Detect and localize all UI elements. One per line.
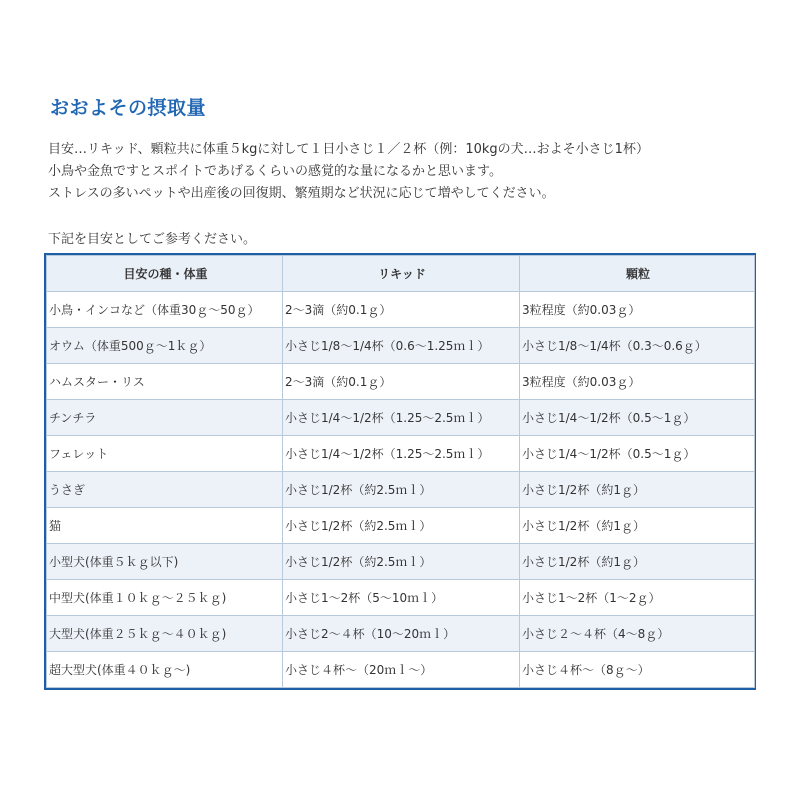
table-row <box>47 292 755 328</box>
intro-line: 目安…リキッド、顆粒共に体重５kgに対して１日小さじ１／２杯（例：10kgの犬…およそ小さじ1杯） <box>48 142 649 157</box>
cell-liquid: 小さじ1/2杯（約2.5ｍｌ） <box>283 472 520 508</box>
cell-granule: 小さじ２～４杯（4～8ｇ） <box>520 616 755 652</box>
table-row <box>47 364 755 400</box>
cell-species: 中型犬(体重１０ｋｇ～２５ｋｇ) <box>47 580 283 616</box>
cell-liquid: 小さじ2～４杯（10～20ｍｌ） <box>283 616 520 652</box>
column-header-species: 目安の種・体重 <box>47 256 283 292</box>
table-row <box>47 580 755 616</box>
cell-granule: 小さじ1/4～1/2杯（0.5～1ｇ） <box>520 436 755 472</box>
cell-granule: 小さじ1/4～1/2杯（0.5～1ｇ） <box>520 400 755 436</box>
cell-liquid: 2～3滴（約0.1ｇ） <box>283 364 520 400</box>
cell-liquid: 小さじ４杯～（20ｍｌ～） <box>283 652 520 688</box>
table-row <box>47 400 755 436</box>
table-note: 下記を目安としてご参考ください。 <box>48 232 257 247</box>
table-row <box>47 436 755 472</box>
table-header-row <box>47 256 755 292</box>
table-row <box>47 328 755 364</box>
cell-species: 猫 <box>47 508 283 544</box>
intro-text <box>48 139 778 205</box>
table-row <box>47 544 755 580</box>
cell-granule: 小さじ1/2杯（約1ｇ） <box>520 472 755 508</box>
table-row <box>47 616 755 652</box>
cell-liquid: 2～3滴（約0.1ｇ） <box>283 292 520 328</box>
cell-granule: 3粒程度（約0.03ｇ） <box>520 292 755 328</box>
cell-species: 小鳥・インコなど（体重30ｇ～50ｇ） <box>47 292 283 328</box>
cell-liquid: 小さじ1/4～1/2杯（1.25～2.5ｍｌ） <box>283 400 520 436</box>
table-row <box>47 508 755 544</box>
cell-liquid: 小さじ1/8～1/4杯（0.6～1.25ｍｌ） <box>283 328 520 364</box>
intro-line: 小鳥や金魚ですとスポイトであげるくらいの感覚的な量になるかと思います。 <box>48 164 502 179</box>
column-header-granule: 顆粒 <box>520 256 755 292</box>
cell-granule: 3粒程度（約0.03ｇ） <box>520 364 755 400</box>
cell-species: ハムスター・リス <box>47 364 283 400</box>
cell-liquid: 小さじ1/2杯（約2.5ｍｌ） <box>283 544 520 580</box>
cell-granule: 小さじ４杯～（8ｇ～） <box>520 652 755 688</box>
cell-granule: 小さじ1～2杯（1～2ｇ） <box>520 580 755 616</box>
cell-granule: 小さじ1/2杯（約1ｇ） <box>520 544 755 580</box>
cell-species: オウム（体重500ｇ～1ｋｇ） <box>47 328 283 364</box>
dosage-table <box>44 253 756 690</box>
cell-liquid: 小さじ1/2杯（約2.5ｍｌ） <box>283 508 520 544</box>
table-row <box>47 652 755 688</box>
intro-line: ストレスの多いペットや出産後の回復期、繁殖期など状況に応じて増やしてください。 <box>48 186 555 201</box>
cell-species: うさぎ <box>47 472 283 508</box>
cell-granule: 小さじ1/8～1/4杯（0.3～0.6ｇ） <box>520 328 755 364</box>
cell-liquid: 小さじ1～2杯（5～10ｍｌ） <box>283 580 520 616</box>
cell-species: 大型犬(体重２５ｋｇ～４０ｋｇ) <box>47 616 283 652</box>
cell-liquid: 小さじ1/4～1/2杯（1.25～2.5ｍｌ） <box>283 436 520 472</box>
cell-species: 超大型犬(体重４０ｋｇ～) <box>47 652 283 688</box>
cell-granule: 小さじ1/2杯（約1ｇ） <box>520 508 755 544</box>
table-row <box>47 472 755 508</box>
section-title: おおよその摂取量 <box>50 97 207 119</box>
column-header-liquid: リキッド <box>283 256 520 292</box>
cell-species: チンチラ <box>47 400 283 436</box>
cell-species: 小型犬(体重５ｋｇ以下) <box>47 544 283 580</box>
cell-species: フェレット <box>47 436 283 472</box>
